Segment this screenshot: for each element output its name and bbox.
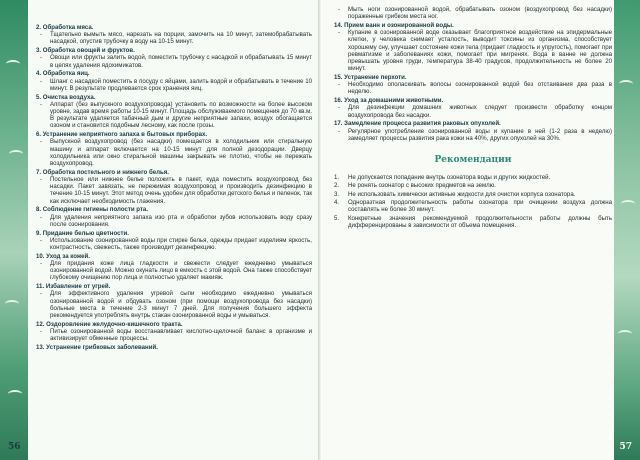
recommendation-item (334, 174, 612, 181)
section-title: 10. Уход за кожей. (36, 252, 90, 260)
recommendations-title: Рекомендации (434, 155, 512, 166)
recommendation-item (334, 199, 612, 213)
section-item (36, 237, 312, 251)
dash-bullet: - (40, 236, 43, 244)
bird-decoration-icon (618, 330, 632, 338)
dash-bullet: - (338, 81, 341, 89)
recommendations-list (334, 174, 612, 229)
section (36, 253, 312, 282)
section (36, 24, 312, 46)
dash-bullet: - (338, 29, 341, 37)
item-text: Для эффективного удаления угревой сыпи необходимо ежедневно умываться озонированной водой и обдувать озоном (при помощи воздухопровода без насадки) больные места в течение 2-3 минут 7 дней. Для получения большего эффекта рекомендуется употреблять внутрь стакан озонированной воды и умываться. (50, 290, 312, 320)
item-text: Выпускной воздухопровод (без насадки) помещается в холодильник или стиральную машину и аппарат включается на 10-15 минут для полной дезодорации. Дверцу холодильника или окно стиральной машины закрывать не плотно, чтобы не пережать воздухопровод. (50, 138, 312, 168)
dash-bullet: - (40, 260, 43, 268)
bird-decoration-icon (8, 390, 22, 398)
section-item (36, 101, 312, 130)
section-title: 4. Обработка яиц. (36, 70, 90, 78)
item-text: Мыть ноги озонированной водой, обрабатывать озоном (воздухопровод без насадки) пораженные грибком места ног. (348, 6, 612, 21)
section-item (36, 54, 312, 68)
section-item (334, 128, 612, 142)
dash-bullet: - (338, 6, 341, 13)
section-title: 15. Устранение перхоти. (334, 74, 407, 82)
recommendation-number: 3. (334, 190, 340, 198)
section-item (36, 214, 312, 228)
section-title: 17. Замедление процесса развития раковых опухолей. (334, 120, 501, 128)
bird-decoration-icon (5, 300, 19, 308)
item-text: Для удаления неприятного запаха изо рта и обработки зубов использовать воду сразу после озонирования. (50, 213, 312, 228)
section-item (334, 29, 612, 72)
left-page-content (36, 24, 312, 353)
section (36, 131, 312, 167)
recommendation-number: 5. (334, 214, 340, 222)
item-text: Использование озонированной воды при стирке белья, одежды придает изделиям яркость, контрастность, свежесть, также производит дезинфекцию. (50, 236, 312, 252)
page-number-right: 57 (619, 442, 632, 452)
section-item (334, 104, 612, 118)
recommendation-number: 4. (334, 199, 340, 207)
section-item (36, 138, 312, 167)
recommendation-number: 1. (334, 174, 340, 182)
dash-bullet: - (40, 77, 43, 85)
section-title: 16. Уход за домашними животными. (334, 97, 444, 105)
section (36, 47, 312, 69)
recommendation-item (334, 182, 612, 189)
item-text: Аппарат (без выпускного воздухопровода) установить по возможности на более высоком уровне, задав время работы 10-15 минут. Площадь обслуживаемого помещения до 70 кв.м. В результате удаляется табачный дым и другие неприятные запахи, воздух обогащается озоном и становится подобным лесному, как после грозы. (50, 100, 312, 130)
section (334, 22, 612, 72)
right-page-content (334, 6, 612, 230)
section (36, 70, 312, 92)
recommendation-text: Одноразтная продолжительность работы озонатора при очищении воздуха должна составлять не более 30 минут. (348, 199, 612, 214)
right-decorative-border (614, 0, 640, 460)
dash-bullet: - (40, 176, 43, 184)
section (334, 74, 612, 96)
item-text: Купание в озонированной воде оказывает благоприятное воздействие на эпидермальные клетки, у человека снимает усталость, выводит токсины из организма, способствует хорошему сну, улучшает состояние кожи тела (придает гладкость и упругость), помогает при ревматизме и заболеваниях кожи, помогает при мигренях. Вода в ванне не должна превышать уровня груди, температура 38-40 градусов, продолжительность не более 20 минут. (348, 29, 612, 73)
section-title: 12. Оздоровление желудочно-кишечного тракта. (36, 320, 183, 328)
recommendation-item (334, 191, 612, 198)
recommendation-text: Не использовать химически активные жидкости для очистки корпуса озонатора. (348, 190, 576, 198)
section (36, 283, 312, 319)
section-item (334, 6, 612, 20)
section-title: 11. Избавление от угрей. (36, 283, 111, 291)
section-title: 7. Обработка постельного и нижнего белья. (36, 168, 169, 176)
bird-decoration-icon (619, 80, 633, 88)
left-decorative-border (0, 0, 28, 460)
section-title: 5. Очистка воздуха. (36, 93, 96, 101)
section-title: 8. Соблюдение гигиены полости рта. (36, 206, 149, 214)
dash-bullet: - (40, 290, 43, 298)
item-text: Для придания коже лица гладкости и свежести следует ежедневно умываться озонированной водой. Можно окунать лицо в емкость с этой водой. Она также способствует глубокому очищению пор лица и полностью удаляет макияж. (50, 260, 312, 282)
section (334, 97, 612, 119)
dash-bullet: - (40, 213, 43, 221)
item-text: Постельное или нижнее белье положить в пакет, куда поместить воздухопровод без насадки. Пакет завязать, не пережимая воздухопровод и производить дезинфекцию в течение 10-15 минут. Этот метод очень удобен для обработки детского белья и пеленок, так как исключает необходимость глажения. (50, 176, 312, 205)
item-text: Для дезинфекции домашних животных следует произвести обработку концом воздухопровода без насадки. (348, 104, 612, 119)
dash-bullet: - (40, 328, 43, 336)
dash-bullet: - (338, 127, 341, 135)
section-item (36, 328, 312, 342)
section (334, 6, 612, 20)
page-number-left: 56 (8, 442, 21, 452)
bird-decoration-icon (6, 60, 20, 68)
section-title: 6. Устранение неприятного запаха в бытовых приборах. (36, 131, 208, 139)
section (36, 344, 312, 351)
section-item (334, 81, 612, 95)
section-item (36, 31, 312, 45)
section-title: 2. Обработка мяса. (36, 24, 94, 31)
dash-bullet: - (40, 100, 43, 108)
section-item (36, 176, 312, 205)
bird-decoration-icon (9, 150, 23, 158)
section-item (36, 290, 312, 319)
recommendation-item (334, 215, 612, 229)
item-text: Тщательно вымыть мясо, нарезать на порции, замочить на 10 минут, затемобрабатывать насадкой, опустив трубочку в воду на 10-15 минут. (50, 31, 312, 46)
item-text: Овощи или фрукты залить водой, поместить трубочку с насадкой и обрабатывать 15 минут в целях удаления ядохимикатов. (50, 54, 312, 69)
dash-bullet: - (338, 104, 341, 112)
item-text: Шланг с насадкой поместить в посуду с яйцами, залить водой и обрабатывать в течение 10 минут. В результате продлевается срок хранения яиц. (50, 77, 312, 92)
dash-bullet: - (40, 31, 43, 39)
recommendation-number: 2. (334, 182, 340, 190)
section-title: 13. Устранение грибковых заболеваний. (36, 344, 158, 352)
section (36, 94, 312, 130)
section-title: 3. Обработка овощей и фруктов. (36, 47, 135, 55)
right-page (322, 0, 640, 460)
section-title: 9. Придание белью цветности. (36, 229, 129, 237)
item-text: Необходимо ополаскивать волосы озонированной водой без отстаивания два раза в неделю. (348, 81, 612, 96)
recommendation-text: Не допускается попадание внутрь озонатора воды и других жидкостей. (348, 174, 551, 182)
section (36, 169, 312, 205)
item-text: Питье озонированной воды восстанавливает кислотно-щелочной баланс в организме и активизирует обменные процессы. (50, 328, 312, 343)
dash-bullet: - (40, 138, 43, 146)
section (36, 206, 312, 228)
dash-bullet: - (40, 54, 43, 62)
section (36, 230, 312, 252)
right-page-sections (334, 6, 612, 142)
section-item (36, 78, 312, 92)
section-title: 14. Прием ванн и озонированной воды. (334, 22, 454, 29)
recommendation-text: Конкретные значения рекомендуемой продолжительности работы должны быть дифференцированы в зависимости от объема помещения. (348, 214, 612, 229)
recommendation-text: Не ронять озонатор с высоких предметов на землю. (348, 182, 496, 190)
section (36, 321, 312, 343)
section-item (36, 260, 312, 282)
item-text: Регулярное употребление озонированной воды и купание в ней (1-2 раза в неделю) замедляет процессы развития рака кожи на 40%, других опухолей на 30%. (348, 127, 612, 142)
section (334, 120, 612, 142)
bird-decoration-icon (621, 200, 635, 208)
